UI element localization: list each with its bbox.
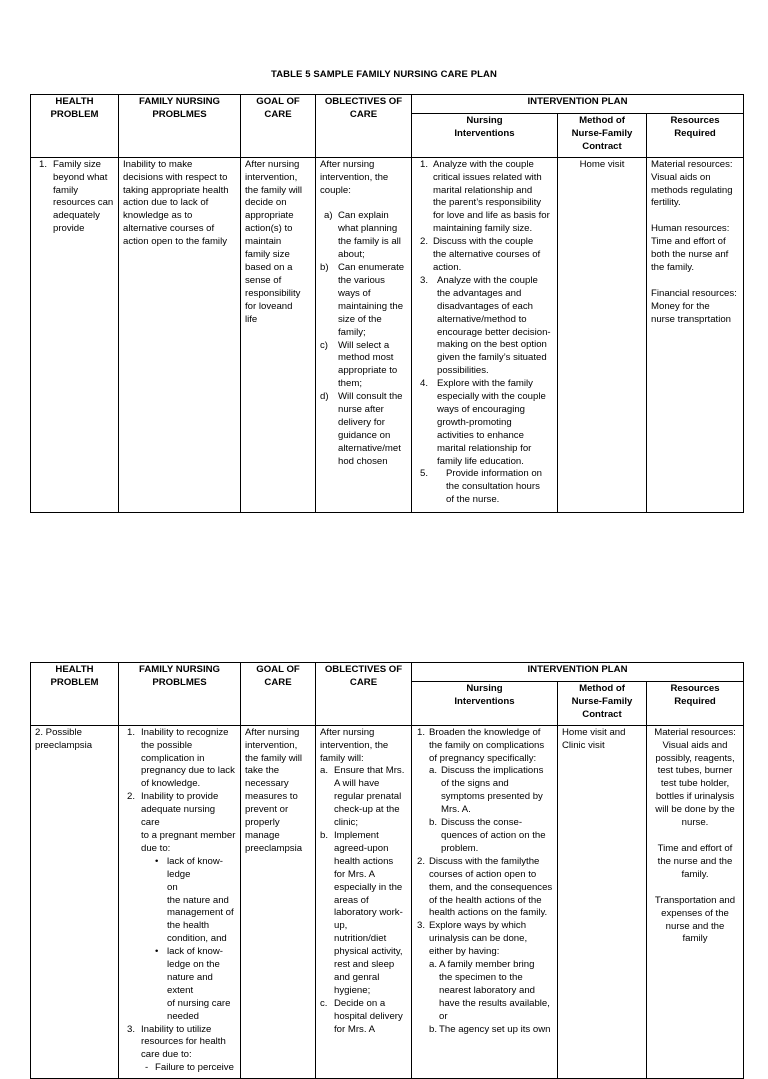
objective-item: b. Implement agreed-upon health actions for Mrs. A especially in the areas of laboratory work- up, nutrition/diet physical activity, rest and sleep and genral hygiene; [320, 829, 403, 996]
header-objectives-of-care: OBLECTIVES OF CARE [316, 95, 412, 158]
goal-of-care-cell: After nursing intervention, the family will take the necessary measures to prevent or properly manage preeclampsia [241, 725, 316, 1078]
header-objectives-of-care: OBLECTIVES OF CARE [316, 663, 412, 726]
resources-cell: Material resources: Visual aids and possibly, reagents, test tubes, burner test tube holder, bottles if urinalysis will be done by the nurse. Time and effort of the nurse and the family. Transportation and expenses of the nurse and the family [647, 725, 744, 1078]
intervention-subitem: b. The agency set up its own [429, 1023, 551, 1035]
bullet-icon: • [155, 855, 159, 867]
objectives-cell: After nursing intervention, the couple: a) Can explain what planning the family is all about; b) Can enumerate the various ways of maintaining the size of the family; c) Will select a method most appropriate to them; d) Will consult the nurse after delivery for guidance on alternative/met hod chosen [316, 157, 412, 512]
nursing-interventions-cell [412, 725, 558, 1078]
objective-item: c. Decide on a hospital delivery for Mrs. A [320, 997, 403, 1035]
family-nursing-problem-cell: Inability to make decisions with respect to taking appropriate health action due to lack of knowledge as to alternative courses of action open to the family [119, 157, 241, 512]
care-plan-table-1 [30, 94, 744, 513]
intervention-item: 4. Explore with the family especially with the couple ways of encouraging growth-promoting activities to enhance marital relationship for family life education. [420, 378, 546, 467]
header-nursing-interventions: Nursing Interventions [412, 114, 558, 158]
care-plan-table-2 [30, 662, 744, 1079]
header-health-problem: HEALTH PROBLEM [31, 95, 119, 158]
method-cell: Home visit and Clinic visit [558, 725, 647, 1078]
objective-item: d) Will consult the nurse after delivery for guidance on alternative/met hod chosen [320, 391, 403, 467]
objective-item: c) Will select a method most appropriate to them; [320, 339, 398, 390]
header-resources-required: Resources Required [647, 682, 744, 726]
table-title: TABLE 5 SAMPLE FAMILY NURSING CARE PLAN [271, 69, 497, 80]
intervention-subitem: b. Discuss the conse- quences of action on the problem. [429, 817, 546, 854]
intervention-item: 1. Analyze with the couple critical issues related with marital relationship and the parent’s responsibility for love and life as basis for maintaining family size. [420, 158, 550, 235]
problem-item: 2. Inability to provide adequate nursing care to a pregnant member due to: [127, 791, 236, 854]
intervention-subitem: a. A family member bring the specimen to the nearest laboratory and have the results available, or [429, 959, 550, 1022]
header-goal-of-care: GOAL OF CARE [241, 95, 316, 158]
method-cell: Home visit [558, 157, 647, 512]
header-intervention-plan: INTERVENTION PLAN [412, 95, 744, 114]
goal-of-care-cell: After nursing intervention, the family will decide on appropriate action(s) to maintain family size based on a sense of responsibility for loveand life [241, 157, 316, 512]
header-health-problem: HEALTH PROBLEM [31, 663, 119, 726]
objectives-cell: After nursing intervention, the family will: a. Ensure that Mrs. A will have regular prenatal check-up at the clinic; b. Implement agreed-upon health actions for Mrs. A especially in the areas of laboratory work- up, nutrition/diet physical activity, rest and sleep and genral hygiene; c. Decide on a hospital delivery for Mrs. A [316, 725, 412, 1078]
problem-item: 1. Inability to recognize the possible complication in pregnancy due to lack of knowledge. [127, 726, 235, 790]
problem-bullet: - Failure to perceive [145, 1062, 234, 1074]
header-nursing-interventions: Nursing Interventions [412, 682, 558, 726]
health-problem-cell: 2. Possible preeclampsia [31, 725, 119, 1078]
intervention-item: 3. Explore ways by which urinalysis can be done, either by having: [417, 920, 528, 958]
problem-item: 3. Inability to utilize resources for health care due to: [127, 1023, 226, 1061]
objective-item: a) Can explain what planning the family is all about; [324, 210, 401, 261]
problem-bullet: • lack of know- ledge on the nature and extent of nursing care needed [155, 946, 231, 1022]
intervention-subitem: a. Discuss the implications of the signs and symptoms presented by Mrs. A. [429, 765, 544, 816]
header-goal-of-care: GOAL OF CARE [241, 663, 316, 726]
problem-bullet: • lack of know-ledge on the nature and management of the health condition, and [155, 855, 234, 945]
resources-cell: Material resources: Visual aids on methods regulating fertility. Human resources: Time and effort of both the nurse anf the family. Financial resources: Money for the nurse transprtation [647, 157, 744, 512]
header-method-of-contract: Method of Nurse-Family Contract [558, 682, 647, 726]
bullet-icon: • [155, 946, 159, 958]
intervention-item: 1. Broaden the knowledge of the family on complications of pregnancy specifically: [417, 726, 545, 764]
intervention-item: 5. Provide information on the consultation hours of the nurse. [420, 468, 542, 506]
header-resources-required: Resources Required [647, 114, 744, 158]
header-family-nursing-problems: FAMILY NURSING PROBLMES [119, 95, 241, 158]
intervention-item: 2. Discuss with the couple the alternative courses of action. [420, 236, 541, 273]
dash-icon: - [145, 1062, 149, 1074]
objective-item: a. Ensure that Mrs. A will have regular prenatal check-up at the clinic; [320, 765, 405, 829]
header-family-nursing-problems: FAMILY NURSING PROBLMES [119, 663, 241, 726]
health-problem-cell: 1. Family size beyond what family resources can adequately provide [31, 157, 119, 512]
family-nursing-problem-cell [119, 725, 241, 1078]
objective-item: b) Can enumerate the various ways of maintaining the size of the family; [320, 262, 405, 338]
intervention-item: 3. Analyze with the couple the advantages and disadvantages of each alternative/method to encourage better decision- making on the best option given the family’s situated possibilities. [420, 274, 551, 377]
header-method-of-contract: Method of Nurse-Family Contract [558, 114, 647, 158]
header-intervention-plan: INTERVENTION PLAN [412, 663, 744, 682]
intervention-item: 2. Discuss with the familythe courses of action open to them, and the consequences of the health actions of the health actions on the family. [417, 855, 553, 919]
nursing-interventions-cell [412, 157, 558, 512]
